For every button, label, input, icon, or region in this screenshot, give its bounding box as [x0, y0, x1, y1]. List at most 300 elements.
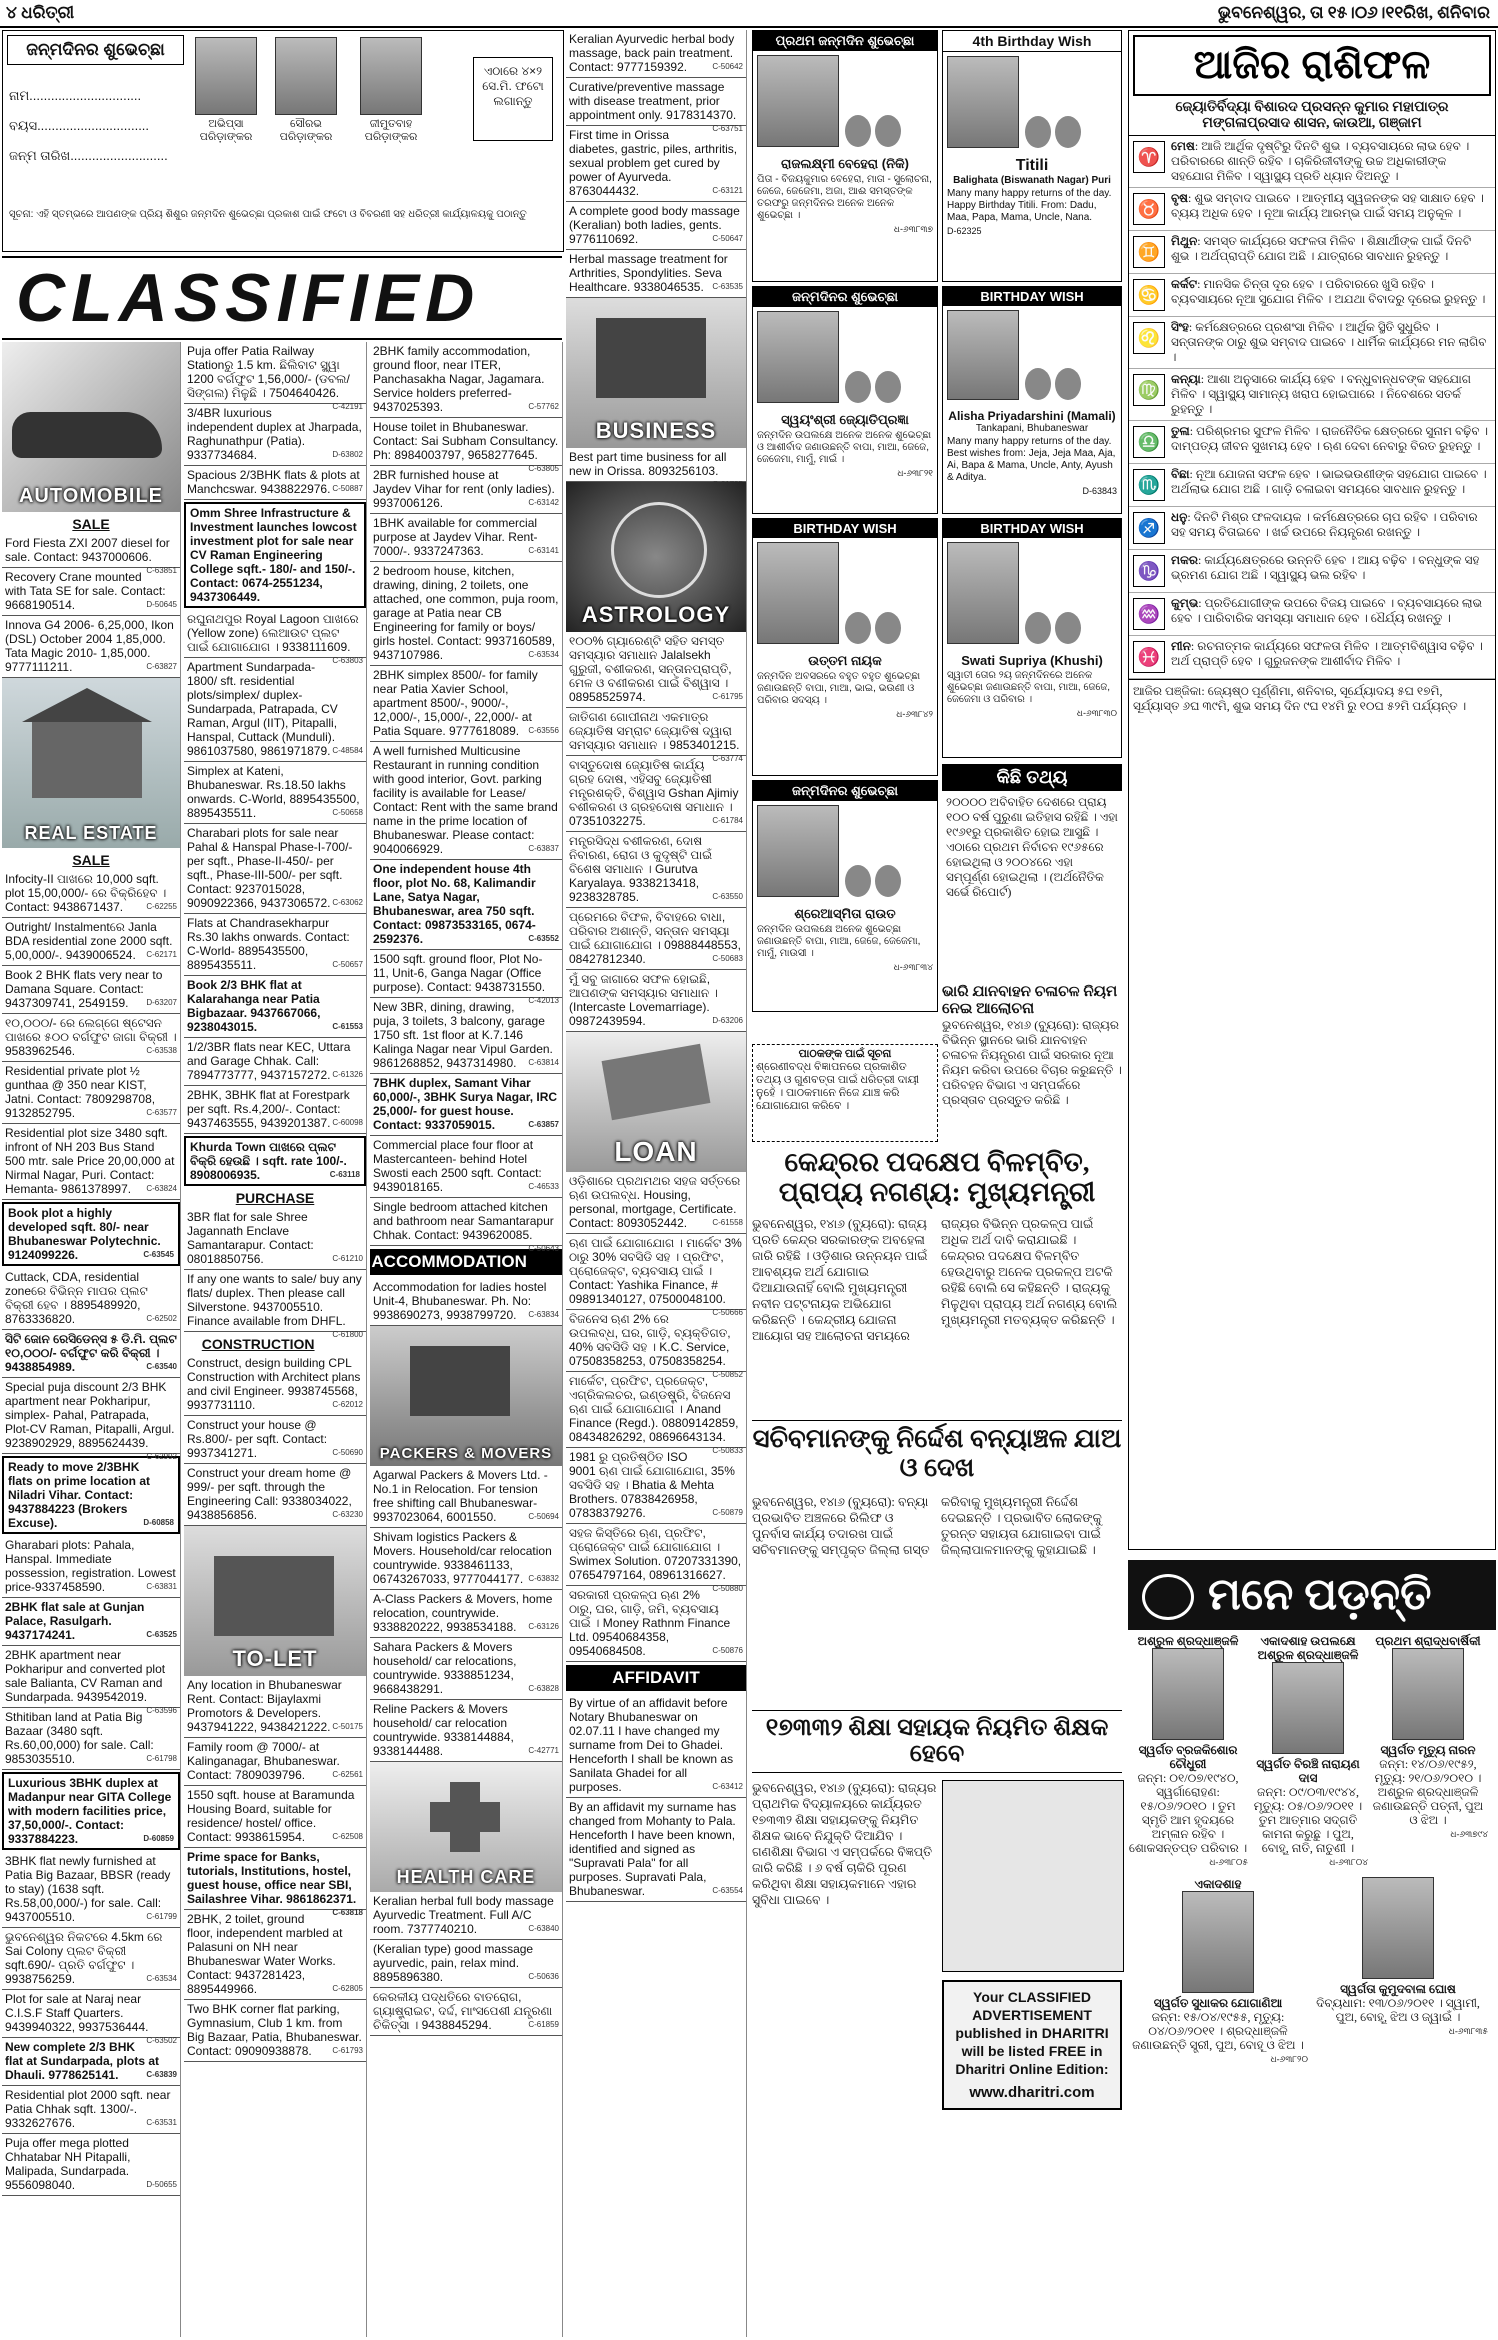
- to-let-label: TO-LET: [232, 1646, 318, 1671]
- wish-photo: [757, 55, 839, 147]
- zodiac-icon: ♐: [1133, 512, 1165, 544]
- classified-ad: Prime space for Banks, tutorials, Institutions, hostel, guest house, office near SBI, Sailashree Vihar. 9861862371. C-63818: [184, 1848, 366, 1910]
- obituary-photo: [1392, 1648, 1464, 1740]
- sale-heading: SALE: [72, 516, 110, 532]
- classified-ad: Simplex at Kateni, Bhubaneswar. Rs.18.50 lakhs onwards. C-World, 8895435500, 8895435511. C-50658: [184, 762, 366, 824]
- packers-banner: [370, 1326, 562, 1466]
- wish-photo: [757, 311, 839, 403]
- column-4-ads-d: [566, 1172, 746, 1662]
- classified-ad: Curative/preventive massage with disease treatment, prior appointment only. 9178314370. C-63751: [566, 78, 746, 126]
- zodiac-icon: ♍: [1133, 374, 1165, 406]
- balloon-icon: [875, 612, 901, 644]
- classified-ad: Keralian Ayurvedic herbal body massage, back pain treatment. Contact: 9777159392. C-50642: [566, 30, 746, 78]
- zodiac-icon: ♏: [1133, 469, 1165, 501]
- wish-code: ଧ-୬୩୮୩୪: [893, 962, 933, 972]
- news-section-2: [752, 1710, 1122, 2337]
- zodiac-forecast: ସମସ୍ତ କାର୍ଯ୍ୟରେ ସଫଳତା ମିଳିବ । ଶିକ୍ଷାର୍ଥୀଙ୍କ ପାଇଁ ଦିନଟି ଶୁଭ । ଅର୍ଥପ୍ରାପ୍ତି ଯୋଗ ଅଛି । ଯାତ୍ରାରେ ସାବଧାନ ରୁହନ୍ତୁ ।: [1171, 234, 1472, 263]
- classified-ad: 1550 sqft. house at Baramunda Housing Board, suitable for residence/ hostel/ office. Contact: 9938615954. C-62508: [184, 1786, 366, 1848]
- zodiac-forecast: ଆଜି ଆର୍ଥିକ ଦୃଷ୍ଟିରୁ ଦିନଟି ଶୁଭ । ବ୍ୟବସାୟରେ ଲାଭ ହେବ । ପରିବାରରେ ଶାନ୍ତି ରହିବ । ଚାକିରିଜୀବୀଙ୍କୁ ଉଚ୍ଚ ଅଧିକାରୀଙ୍କ ସହଯୋଗ ମିଳିବ । ସ୍ୱାସ୍ଥ୍ୟ ପ୍ରତି ଧ୍ୟାନ ଦିଅନ୍ତୁ ।: [1171, 139, 1470, 183]
- balloon-icon: [1025, 116, 1051, 148]
- classified-ad: ଭୁବନେଶ୍ୱର ନିକଟରେ 4.5km ରେ Sai Colony ପ୍ଲଟ ବିକ୍ରୀ sqft.690/- ପ୍ରତି ବର୍ଗଫୁଟ । 9938756259. C-63534: [2, 1928, 180, 1990]
- wish-code: ଧ-୬୩୮୨୧: [897, 468, 933, 478]
- side-news-body: ଭୁବନେଶ୍ୱର, ୧୪ା୬ (ବ୍ୟୁରୋ): ରାଜ୍ୟର ବିଭିନ୍ନ ସ୍ଥାନରେ ଭାରି ଯାନବାହନ ଚଳାଚଳ ନିୟନ୍ତ୍ରଣ ପାଇଁ ସରକାର ନୂଆ ନିୟମ କରିବା ଉପରେ ବିଚାର କରୁଛନ୍ତି । ପରିବହନ ବିଭାଗ ଏ ସମ୍ପର୍କରେ ପ୍ରସ୍ତାବ ପ୍ରସ୍ତୁତ କରିଛି ।: [942, 1018, 1122, 1107]
- classified-ad: A well furnished Multicusine Restaurant in running condition with good interior, Govt. parking facility is available for Lease/ Contact: Rent with the same brand name in the prime location of Bhubaneswar. Please contact: 9040066929. C-63837: [370, 742, 562, 860]
- side-news-headline: ଭାରି ଯାନବାହନ ଚଳାଚଳ ନିୟମ ନେଇ ଆଲୋଚନା: [942, 984, 1118, 1017]
- promo-box: [942, 1780, 1122, 2325]
- zodiac-list: [1129, 136, 1495, 679]
- obituary-name: ସ୍ୱର୍ଗତା କୁମୁଦବାଳା ଘୋଷ: [1340, 1982, 1456, 1996]
- balloon-icon: [875, 115, 901, 147]
- zodiac-sign-item: ♈ ମେଷ: ଆଜି ଆର୍ଥିକ ଦୃଷ୍ଟିରୁ ଦିନଟି ଶୁଭ । ବ୍ୟବସାୟରେ ଲାଭ ହେବ । ପରିବାରରେ ଶାନ୍ତି ରହିବ । ଚାକିରିଜୀବୀଙ୍କୁ ଉଚ୍ଚ ଅଧିକାରୀଙ୍କ ସହଯୋଗ ମିଳିବ । ସ୍ୱାସ୍ଥ୍ୟ ପ୍ରତି ଧ୍ୟାନ ଦିଅନ୍ତୁ ।: [1129, 136, 1495, 188]
- zodiac-sign-item: ♍ କନ୍ୟା: ଆଶା ଅନୁସାରେ କାର୍ଯ୍ୟ ହେବ । ବନ୍ଧୁବାନ୍ଧବଙ୍କ ସହଯୋଗ ମିଳିବ । ସ୍ୱାସ୍ଥ୍ୟ ସାମାନ୍ୟ ଖରାପ ହୋଇପାରେ । ନିବେଶରେ ସତର୍କ ରୁହନ୍ତୁ ।: [1129, 369, 1495, 421]
- classified-ad: Omm Shree Infrastructure & Investment launches lowcost investment plot for sale near CV Raman Engineering College sqft.- 180/- and 150/-. Contact: 0674-2551234, 9437306449.: [184, 502, 366, 608]
- birthday-form: [2, 30, 564, 252]
- zodiac-sign-item: ♌ ସିଂହ: କର୍ମକ୍ଷେତ୍ରରେ ପ୍ରଶଂସା ମିଳିବ । ଆର୍ଥିକ ସ୍ଥିତି ସୁଧୁରିବ । ସନ୍ତାନଙ୍କ ଠାରୁ ଶୁଭ ସମ୍ବାଦ ପାଇବେ । ଧାର୍ମିକ କାର୍ଯ୍ୟରେ ମନ ଲାଗିବ ।: [1129, 317, 1495, 369]
- classified-ad: କେରଳୀୟ ପଦ୍ଧତିରେ ବାତରୋଗ, ଗ୍ୟାଷ୍ଟ୍ରାଇଟ, ଦର୍ଦ୍ଦ, ମାଂସପେଶୀ ଯନ୍ତ୍ରଣା ଚିକିତ୍ସା । 9438845294. C-61859: [370, 1988, 562, 2036]
- zodiac-forecast: ନୂଆ ଯୋଜନା ସଫଳ ହେବ । ଭାଇଭଉଣୀଙ୍କ ସହଯୋଗ ପାଇବେ । ଅର୍ଥଲାଭ ଯୋଗ ଅଛି । ଗାଡ଼ି ଚଳାଇବା ସମୟରେ ସାବଧାନ ରୁହନ୍ତୁ ।: [1171, 467, 1487, 496]
- obituary-photo: [1272, 1662, 1344, 1754]
- zodiac-icon: ♈: [1133, 141, 1165, 173]
- wish-title: BIRTHDAY WISH: [943, 519, 1121, 538]
- wish-message: ପିତା - ବିଜୟକୁମାର ବେହେରା, ମାତା - ସୁଲୋଚନା, ଜେଜେ, ଜେଜେମା, ଅଜା, ଆଈ ସମସ୍ତଙ୍କ ତରଫରୁ ଜନ୍ମଦିନର ଅନେକ ଅନେକ ଶୁଭେଚ୍ଛା ।: [757, 174, 932, 221]
- health-care-label: HEALTH CARE: [396, 1867, 536, 1887]
- automobile-banner: [2, 342, 180, 512]
- obituary-name: ସ୍ୱର୍ଗତ ମୃତ୍ୟୁ ନାରନ: [1380, 1743, 1476, 1757]
- classified-ad: First time in Orissa diabetes, gastric, piles, arthritis, sexual problem get cured by power of Ayurveda. 8763044432. C-63121: [566, 126, 746, 202]
- wish-name: Swati Supriya (Khushi): [961, 653, 1103, 668]
- zodiac-sign-item: ♓ ମୀନ: ରଚନାତ୍ମକ କାର୍ଯ୍ୟରେ ସଫଳତା ମିଳିବ । ଆତ୍ମବିଶ୍ୱାସ ବଢ଼ିବ । ଅର୍ଥ ପ୍ରାପ୍ତି ହେବ । ଗୁରୁଜନଙ୍କ ଆଶୀର୍ବାଦ ମିଳିବ ।: [1129, 636, 1495, 679]
- wish-photo: [947, 542, 1019, 644]
- classified-ad: ୧୦,୦୦୦/- ରେ ଲେଗ୍ଗେ ଷ୍ଟେସନ ପାଖରେ ୫୦୦ ବର୍ଗଫୁଟ ଜାଗା ବିକ୍ରୀ । 9583962546. C-63538: [2, 1014, 180, 1062]
- wish-name: ସ୍ୱୟଂଶ୍ରୀ ଜ୍ୟୋତିପ୍ରଜ୍ଞା: [781, 412, 909, 427]
- classified-ad: ଋଣ ପାଇଁ ଯୋଗାଯୋଗ । ମାର୍କେଟ 3% ଠାରୁ 30% ସବସିଡି ସହ । ପ୍ରଫିଟ, ପ୍ରୋଜେକ୍ଟ, ବ୍ୟବସାୟ ପାଇଁ । Contact: Yashika Finance, # 09891340127, 07500048100. C-50666: [566, 1234, 746, 1310]
- balloon-icon: [1025, 368, 1051, 400]
- classified-ad: 3BHK flat newly furnished at Patia Big Bazaar, BBSR (ready to stay) (1638 sqft. Rs.58,00,000/-) for sale. Call: 9437005510. C-61799: [2, 1852, 180, 1928]
- balloon-icon: [845, 612, 871, 644]
- column-4-ads-e: [566, 1694, 746, 1902]
- wish-title: BIRTHDAY WISH: [943, 287, 1121, 306]
- zodiac-icon: ♋: [1133, 279, 1165, 311]
- wish-title: BIRTHDAY WISH: [753, 519, 937, 538]
- obituary-code: ଧ-୬୩୮୦୫: [1209, 1857, 1248, 1867]
- classified-ad: 1500 sqft. ground floor, Plot No- 11, Unit-6, Ganga Nagar (Office purpose). Contact: 9438731550. C-42013: [370, 950, 562, 998]
- facts-box: [942, 764, 1122, 904]
- zodiac-icon: ♒: [1133, 598, 1165, 630]
- news-headline-1: କେନ୍ଦ୍ରର ପଦକ୍ଷେପ ବିଳମ୍ବିତ, ପ୍ରାପ୍ୟ ନଗଣ୍ୟ: ମୁଖ୍ୟମନ୍ତ୍ରୀ: [778, 1147, 1096, 1207]
- zodiac-forecast: ଆଶା ଅନୁସାରେ କାର୍ଯ୍ୟ ହେବ । ବନ୍ଧୁବାନ୍ଧବଙ୍କ ସହଯୋଗ ମିଳିବ । ସ୍ୱାସ୍ଥ୍ୟ ସାମାନ୍ୟ ଖରାପ ହୋଇପାରେ । ନିବେଶରେ ସତର୍କ ରୁହନ୍ତୁ ।: [1171, 372, 1471, 416]
- classified-ad: 2BHK family accommodation, ground floor, near ITER, Panchasakha Nagar, Jagamara. Service holders preferred-9437025393. C-57762: [370, 342, 562, 418]
- wish-code: D-62325: [947, 226, 982, 236]
- classified-ad: Any location in Bhubaneswar Rent. Contact: Bijaylaxmi Promotors & Developers. 9437941222, 9438421222. C-50175: [184, 1676, 366, 1738]
- obituary-name: ସ୍ୱର୍ଗତ ବିରଞ୍ଚି ନାରାୟଣ ଦାସ: [1256, 1757, 1360, 1785]
- loan-label: LOAN: [614, 1136, 698, 1167]
- classified-ad: Agarwal Packers & Movers Ltd. - No.1 in Relocation. For tension free shifting call Bhubaneswar- 9937023064, 6001550. C-50694: [370, 1466, 562, 1528]
- classified-ad: One independent house 4th floor, plot No. 68, Kalimandir Lane, Satya Nagar, Bhubaneswar, area 750 sqft. Contact: 09873533165, 0674-2592376. C-63552: [370, 860, 562, 950]
- zodiac-sign-item: ♒ କୁମ୍ଭ: ପ୍ରତିଯୋଗୀଙ୍କ ଉପରେ ବିଜୟ ପାଇବେ । ବ୍ୟବସାୟରେ ଲାଭ ହେବ । ପାରିବାରିକ ସମସ୍ୟା ସମାଧାନ ହେବ । ଧୈର୍ଯ୍ୟ ରଖନ୍ତୁ ।: [1129, 593, 1495, 636]
- classified-ad: Cuttack, CDA, residential zoneରେ ବିଭିନ୍ନ ମାପର ପ୍ଲଟ ବିକ୍ରୀ ହେବ । 8895489920, 8763336820. C-62502: [2, 1268, 180, 1330]
- obituary: [1368, 1634, 1488, 1841]
- classified-ad: ଜାତିଗଣ ଗୋପୀନାଥ ଏକମାତ୍ର ଜ୍ୟୋତିଷ ସମ୍ରାଟ ଜ୍ୟୋତିଷ ଦ୍ୱାରା ସମସ୍ୟାର ସମାଧାନ । 9853401215. C-63774: [566, 708, 746, 756]
- classified-ad: 2BHK, 3BHK flat at Forestpark per sqft. Rs.4,200/-. Contact: 9437463555, 9439201387. C-60098: [184, 1086, 366, 1134]
- real-estate-banner: [2, 678, 180, 848]
- wish-card-6: [942, 518, 1122, 758]
- balloon-icon: [845, 115, 871, 147]
- memorial-list: [1128, 1630, 1496, 2070]
- form-note: ସୂଚନା: ଏହି ସ୍ତମ୍ଭରେ ଆପଣଙ୍କ ପ୍ରିୟ ଶିଶୁର ଜନ୍ମଦିନ ଶୁଭେଚ୍ଛା ପ୍ରକାଶ ପାଇଁ ଫଟୋ ଓ ବିବରଣୀ ସହ ଧରିତ୍ରୀ କାର୍ଯ୍ୟାଳୟକୁ ପଠାନ୍ତୁ: [9, 209, 527, 220]
- column-2-ads-b: [184, 1208, 366, 1339]
- balloon-icon: [875, 865, 901, 897]
- classified-ad: ମୁଁ ସବୁ ଜାଗାରେ ସଫଳ ହୋଇଛି, ଆପଣଙ୍କ ସମସ୍ୟାର ସମାଧାନ । (Intercaste Lovemarriage). 09872439594. D-63206: [566, 970, 746, 1032]
- wish-name: Titili: [1015, 157, 1049, 174]
- obituary-code: ଧ-୬୩୭୯୪: [1450, 1829, 1488, 1839]
- wish-message: Many many happy returns of the day. Happy Birthday Titili. From: Dadu, Maa, Papa, Mama, Uncle, Nana.: [947, 188, 1112, 223]
- classified-ad: Book plot a highly developed sqft. 80/- near Bhubaneswar Polytechnic. 9124099226. C-63545: [2, 1202, 180, 1266]
- classified-ad: Construct your house @ Rs.800/- per sqft. Contact: 9937341271. C-50690: [184, 1416, 366, 1464]
- wish-photo: [757, 805, 839, 897]
- page-header: [0, 0, 1498, 28]
- sale-heading-2: SALE: [72, 852, 110, 868]
- classified-column-1: [2, 342, 181, 2337]
- promo-url[interactable]: www.dharitri.com: [969, 2084, 1095, 2101]
- classified-ad: 2BHK, 2 toilet, ground floor, independent marbled at Palasuni on NH near Bhubaneswar Water Works. Contact: 9437281423, 8895449966. C-62805: [184, 1910, 366, 2000]
- wish-card-7: [752, 780, 938, 1012]
- photo-placeholder: ଏଠାରେ ୪×୨ ସେ.ମି. ଫଟୋ ଲଗାନ୍ତୁ: [473, 57, 553, 141]
- facts-body: ୨୦୦୦୦ ଅବିବାହିତ ଦେଶରେ ପ୍ରାୟ ୧୦୦ ବର୍ଷ ପୁରୁଣା ଇତିହାସ ରହିଛି । ଏହା ୧୯୬୧ରୁ ପ୍ରକାଶିତ ହୋଇ ଆସୁଛି । ଏଠାରେ ପ୍ରଥମ ନିର୍ବାଚନ ୧୯୬୫ରେ ହୋଇଥିଲା ଓ ୨୦୦୪ରେ ଏହା ସମ୍ପୂର୍ଣ୍ଣ ହୋଇଥିଲା । (ଅର୍ଥନୈତିକ ସର୍ଭେ ରିପୋର୍ଟ): [946, 795, 1118, 899]
- automobile-ads: [2, 534, 180, 678]
- obituary: [1308, 1877, 1488, 2038]
- business-label: BUSINESS: [595, 418, 717, 443]
- column-4-ads-c: [566, 632, 746, 1032]
- classified-ad: Gharabari plots: Pahala, Hanspal. Immediate possession, registration. Lowest price-9337458590. C-63831: [2, 1536, 180, 1598]
- zodiac-icon: ♑: [1133, 555, 1165, 587]
- business-banner: [566, 298, 746, 448]
- zodiac-name: ସିଂହ: [1171, 320, 1189, 334]
- zodiac-sign-item: ♋ କର୍କଟ: ମାନସିକ ଚିନ୍ତା ଦୂର ହେବ । ପରିବାରରେ ଖୁସି ରହିବ । ବ୍ୟବସାୟରେ ନୂଆ ସୁଯୋଗ ମିଳିବ । ଅଯଥା ବିବାଦରୁ ଦୂରେଇ ରୁହନ୍ତୁ ।: [1129, 274, 1495, 317]
- balloon-icon: [1055, 116, 1081, 148]
- classified-ad: 2BHK simplex 8500/- for family near Patia Xavier School, apartment 8500/-, 9000/-, 12,000/-, 15,000/-, 22,000/- at Patia Square. 9777618089. C-63556: [370, 666, 562, 742]
- kid-caption: ଜୀମୁତବାହ ପରିଡ଼ାଙ୍କର: [364, 118, 418, 143]
- side-news: [942, 984, 1122, 1140]
- classified-ad: By an affidavit my surname has changed from Mohanty to Pala. Henceforth I have been known, identified and signed as "Supravati Pala" for all purposes. Supravati Pala, Bhubaneswar. C-63554: [566, 1798, 746, 1902]
- classified-ad: Sthitiban land at Patia Big Bazaar (3480 sqft. Rs.60,00,000) for sale. Call: 9853035510. C-61798: [2, 1708, 180, 1770]
- classified-ad: Residential private plot ½ gunthaa @ 350 near KIST, Jatni. Contact: 7809298708, 9132852795. C-63577: [2, 1062, 180, 1124]
- zodiac-sign-item: ♑ ମକର: କାର୍ଯ୍ୟକ୍ଷେତ୍ରରେ ଉନ୍ନତି ହେବ । ଆୟ ବଢ଼ିବ । ବନ୍ଧୁଙ୍କ ସହ ଭ୍ରମଣ ଯୋଗ ଅଛି । ସ୍ୱାସ୍ଥ୍ୟ ଭଲ ରହିବ ।: [1129, 550, 1495, 593]
- zodiac-name: ବିଛା: [1171, 467, 1190, 481]
- form-name-field: ନାମ...............................: [9, 88, 142, 103]
- zodiac-name: କୁମ୍ଭ: [1171, 596, 1199, 610]
- zodiac-name: ମେଷ: [1171, 139, 1195, 153]
- panjika: ଆଜିର ପଞ୍ଜିକା: ଜ୍ୟେଷ୍ଠ ପୂର୍ଣ୍ଣିମା, ଶନିବାର, ସୂର୍ଯ୍ୟୋଦୟ ୫ଘ ୧୭ମି, ସୂର୍ଯ୍ୟାସ୍ତ ୬ଘ ୩୯ମି, ଶୁଭ ସମୟ ଦିନ ୯ଘ ୧୪ମି ରୁ ୧୦ଘ ୫୨ମି ପର୍ଯ୍ୟନ୍ତ ।: [1129, 679, 1495, 718]
- kid-photo: [195, 37, 257, 115]
- zodiac-name: ଧନୁ: [1171, 510, 1188, 524]
- obituary-text: ଜନ୍ମ: ୧୫/୦୪/୧୯୫୫, ମୃତ୍ୟୁ: ୦୪/୦୬/୨୦୧୧ । ଶ୍ରଦ୍ଧାଞ୍ଜଳି ଜଣାଉଛନ୍ତି ସ୍ତ୍ରୀ, ପୁଅ, ବୋହୂ ଓ ଝିଅ ।: [1132, 2010, 1304, 2052]
- zodiac-forecast: ରଚନାତ୍ମକ କାର୍ଯ୍ୟରେ ସଫଳତା ମିଳିବ । ଆତ୍ମବିଶ୍ୱାସ ବଢ଼ିବ । ଅର୍ଥ ପ୍ରାପ୍ତି ହେବ । ଗୁରୁଜନଙ୍କ ଆଶୀର୍ବାଦ ମିଳିବ ।: [1171, 639, 1483, 668]
- health-care-banner: [370, 1762, 562, 1892]
- classified-ad: ରଘୁନାଥପୁର Royal Lagoon ପାଖରେ (Yellow zone) ଲେଆଉଟ ପ୍ଲଟ ପାଇଁ ଯୋଗାଯୋଗ । 9338111609. C-63803: [184, 610, 366, 658]
- page-label: ୪ ଧରିତ୍ରୀ: [6, 3, 75, 22]
- classified-ad: If any one wants to sale/ buy any flats/ duplex. Then please call Silverstone. 9437005510. Finance available from DHFL. C-61800: [184, 1270, 366, 1332]
- classified-ad: Infocity-II ପାଖରେ 10,000 sqft. plot 15,00,000/- ରେ ବିକ୍ରିହେବ । Contact: 9438671437. C-62255: [2, 870, 180, 918]
- classified-ad: A-Class Packers & Movers, home relocation, countrywide. 9338820222, 9938534188. C-63126: [370, 1590, 562, 1638]
- wish-name: Alisha Priyadarshini (Mamali): [948, 409, 1116, 423]
- classified-ad: Puja offer Patia Railway Stationରୁ 1.5 km. ଛିଲିବାଟ ସ୍କ୍ୱା 1200 ବର୍ଗଫୁଟ 1,56,000/- (ଡବଲ/ସିଙ୍ଗଲ) ମିଳୁଛି । 7504640426. C-42191: [184, 342, 366, 404]
- column-4-ads-b: [566, 448, 746, 482]
- zodiac-forecast: କାର୍ଯ୍ୟକ୍ଷେତ୍ରରେ ଉନ୍ନତି ହେବ । ଆୟ ବଢ଼ିବ । ବନ୍ଧୁଙ୍କ ସହ ଭ୍ରମଣ ଯୋଗ ଅଛି । ସ୍ୱାସ୍ଥ୍ୟ ଭଲ ରହିବ ।: [1171, 553, 1480, 582]
- form-dob-field: ଜନ୍ମ ତାରିଖ...........................: [9, 148, 168, 163]
- classified-ad: Luxurious 3BHK duplex at Madanpur near GITA College with modern facilities price, 37,50,000/-. Contact: 9337884223. D-60859: [2, 1772, 180, 1850]
- classified-ad: ସିଟି ଜୋନ ରେସିଡେନ୍ସ ୫ ଡି.ମି. ପ୍ଲଟ ୧୦,୦୦୦/- ବର୍ଗଫୁଟ କରି ବିକ୍ରୀ । 9438854989. C-63540: [2, 1330, 180, 1378]
- classified-ad: Recovery Crane mounted with Tata SE for sale. Contact: 9668190514. D-50645: [2, 568, 180, 616]
- kid-photo: [360, 37, 422, 115]
- zodiac-name: କନ୍ୟା: [1171, 372, 1201, 386]
- news-body-2: ଭୁବନେଶ୍ୱର, ୧୪ା୬ (ବ୍ୟୁରୋ): ବନ୍ୟା ପ୍ରଭାବିତ ଅଞ୍ଚଳରେ ରିଲିଫ ଓ ପୁନର୍ବାସ କାର୍ଯ୍ୟ ତଦାରଖ ପାଇଁ ସଚିବମାନଙ୍କୁ ସମ୍ପୃକ୍ତ ଜିଲ୍ଲା ଗସ୍ତ କରିବାକୁ ମୁଖ୍ୟମନ୍ତ୍ରୀ ନିର୍ଦ୍ଦେଶ ଦେଇଛନ୍ତି । ପ୍ରଭାବିତ ଲୋକଙ୍କୁ ତୁରନ୍ତ ସହାୟତା ଯୋଗାଇବା ପାଇଁ ଜିଲ୍ଲାପାଳମାନଙ୍କୁ କୁହାଯାଇଛି ।: [752, 1495, 1102, 1557]
- wishes-column-a: [752, 30, 938, 1040]
- wish-title: 4th Birthday Wish: [943, 31, 1121, 52]
- zodiac-sign-item: ♐ ଧନୁ: ଦିନଟି ମିଶ୍ର ଫଳଦାୟକ । କର୍ମକ୍ଷେତ୍ରରେ ଚାପ ରହିବ । ପରିବାର ସହ ସମୟ ବିତାଇବେ । ଖର୍ଚ୍ଚ ଉପରେ ନିୟନ୍ତ୍ରଣ ରଖନ୍ତୁ ।: [1129, 507, 1495, 550]
- classified-ad: 2 bedroom house, kitchen, drawing, dining, 2 toilets, one attached, one common, puja room, garage at Patia near CB Engineering for family or boys/ girls hostel. Contact: 9937160589, 9437107986. C-63534: [370, 562, 562, 666]
- zodiac-sign-item: ♎ ତୁଳା: ପରିଶ୍ରମର ସୁଫଳ ମିଳିବ । ରାଜନୈତିକ କ୍ଷେତ୍ରରେ ସୁନାମ ବଢ଼ିବ । ଦାମ୍ପତ୍ୟ ଜୀବନ ସୁଖମୟ ହେବ । ଋଣ ଦେବା ନେବାରୁ ବିରତ ରୁହନ୍ତୁ ।: [1129, 421, 1495, 464]
- classified-ad: Book 2 BHK flats very near to Damana Square. Contact: 9437309741, 2549159. D-63207: [2, 966, 180, 1014]
- wish-address: Balighata (Biswanath Nagar) Puri: [953, 175, 1111, 186]
- zodiac-sign-item: ♏ ବିଛା: ନୂଆ ଯୋଜନା ସଫଳ ହେବ । ଭାଇଭଉଣୀଙ୍କ ସହଯୋଗ ପାଇବେ । ଅର୍ଥଲାଭ ଯୋଗ ଅଛି । ଗାଡ଼ି ଚଳାଇବା ସମୟରେ ସାବଧାନ ରୁହନ୍ତୁ ।: [1129, 464, 1495, 507]
- classified-ad: Keralian herbal full body massage Ayurvedic Treatment. Full A/C room. 7377740210. C-63840: [370, 1892, 562, 1940]
- classified-ad: 1981 ରୁ ପ୍ରତିଷ୍ଠିତ ISO 9001 ଋଣ ପାଇଁ ଯୋଗାଯୋଗ, 35% ସବସିଡି ସହ । Bhatia & Mehta Brothers. 07838426958, 07838379276. C-50879: [566, 1448, 746, 1524]
- classified-ad: Construct, design building CPL Construction with Architect plans and civil Engineer. 9938745568, 9937731110. C-62012: [184, 1354, 366, 1416]
- birthday-form-title: ଜନ୍ମଦିନର ଶୁଭେଚ୍ଛା: [7, 35, 184, 65]
- news-body-3: ଭୁବନେଶ୍ୱର, ୧୪ା୬ (ବ୍ୟୁରୋ): ରାଜ୍ୟର ପ୍ରାଥମିକ ବିଦ୍ୟାଳୟରେ କାର୍ଯ୍ୟରତ ୧୭୩୩୨ ଶିକ୍ଷା ସହାୟକଙ୍କୁ ନିୟମିତ ଶିକ୍ଷକ ଭାବେ ନିଯୁକ୍ତି ଦିଆଯିବ । ଗଣଶିକ୍ଷା ବିଭାଗ ଏ ସମ୍ପର୍କରେ ବିଜ୍ଞପ୍ତି ଜାରି କରିଛି । ୬ ବର୍ଷ ଚାକିରି ପୂରଣ କରିଥିବା ଶିକ୍ଷା ସହାୟକମାନେ ଏହାର ସୁବିଧା ପାଇବେ ।: [752, 1781, 937, 1907]
- classified-ad: Residential plot size 3480 sqft. infront of NH 203 Bus Stand 500 mtr. sale Price 20,00,000 at Nirmal Nagar, Puri. Contact: Hemanta- 9861378997. C-63824: [2, 1124, 180, 1200]
- readers-note: [752, 1044, 938, 1142]
- classified-ad: By virtue of an affidavit before Notary Bhubaneswar on 02.07.11 I have changed my surname from Dei to Ghadei. Henceforth I shall be known as Sanilata Ghadei for all purposes. C-63412: [566, 1694, 746, 1798]
- obituary-text: ଜନ୍ମ: ୦୯/୦୩/୧୯୪୪, ମୃତ୍ୟୁ: ୦୫/୦୬/୨୦୧୧ । ତୁମ ଆତ୍ମାର ସଦ୍‌ଗତି କାମନା କରୁଛୁ । ପୁଅ, ବୋହୂ, ନାତି, ନାତୁଣୀ ।: [1253, 1785, 1363, 1855]
- classified-ad: Plot for sale at Naraj near C.I.S.F Staff Quarters. 9439940322, 9937536444. C-63502: [2, 1990, 180, 2038]
- zodiac-forecast: ଶୁଭ ସମ୍ବାଦ ପାଇବେ । ଆତ୍ମୀୟ ସ୍ୱଜନଙ୍କ ସହ ସାକ୍ଷାତ ହେବ । ବ୍ୟୟ ଅଧିକ ହେବ । ନୂଆ କାର୍ଯ୍ୟ ଆରମ୍ଭ ପାଇଁ ସମୟ ଅନୁକୂଳ ।: [1171, 191, 1484, 220]
- wish-message: ଜନ୍ମଦିନ ଉପଲକ୍ଷେ ଅନେକ ଅନେକ ଶୁଭେଚ୍ଛା ଓ ଆଶୀର୍ବାଦ ଜଣାଉଛନ୍ତି ବାପା, ମାଆ, ଜେଜେ, ଜେଜେମା, ମାମୁଁ, ମାଇଁ ।: [757, 430, 932, 465]
- classified-column-2: [184, 342, 367, 2337]
- obituary-photo: [1362, 1877, 1434, 1979]
- balloon-icon: [1055, 612, 1081, 644]
- affidavit-heading: AFFIDAVIT: [566, 1665, 746, 1691]
- news-headline-3: ୧୭୩୩୨ ଶିକ୍ଷା ସହାୟକ ନିୟମିତ ଶିକ୍ଷକ ହେବେ: [752, 1710, 1122, 1773]
- classified-ad: Two BHK corner flat parking, Gymnasium, Club 1 km. from Big Bazaar, Patia, Bhubaneswar. Contact: 09090938878. C-61793: [184, 2000, 366, 2062]
- balloon-icon: [875, 371, 901, 403]
- classified-ad: ବିଜନେସ ଋଣ 2% ରେ ଉପଲବ୍ଧ, ଘର, ଗାଡ଼ି, ବ୍ୟକ୍ତିଗତ, 40% ସବସିଡି ସହ । K.C. Service, 07508358253, 07508358254. C-50852: [566, 1310, 746, 1372]
- wish-card-4: [942, 286, 1122, 514]
- classified-ad: Flats at Chandrasekharpur Rs.30 lakhs onwards. Contact: C-World- 8895435500, 8895435511. C-50657: [184, 914, 366, 976]
- news-headline-2: ସଚିବମାନଙ୍କୁ ନିର୍ଦ୍ଦେଶ ବନ୍ୟାଞ୍ଚଳ ଯାଅ ଓ ଦେଖ: [752, 1420, 1122, 1482]
- zodiac-icon: ♓: [1133, 641, 1165, 673]
- classified-ad: (Keralian type) good massage ayurvedic, pain, relax mind. 8895896380. C-50636: [370, 1940, 562, 1988]
- classified-ad: New complete 2/3 BHK flat at Sundarpada, plots at Dhauli. 9778625141. C-63839: [2, 2038, 180, 2086]
- classified-ad: 1/2/3BR flats near KEC, Uttara and Garage Chhak. Call: 7894773777, 9437157272. C-61326: [184, 1038, 366, 1086]
- wish-code: D-63843: [1082, 486, 1117, 496]
- form-age-field: ବୟସ...............................: [9, 118, 150, 133]
- obituary: [1128, 1634, 1248, 1869]
- classified-ad: ପ୍ରେମରେ ବିଫଳ, ବିବାହରେ ବାଧା, ପରିବାର ଅଶାନ୍ତି, ସନ୍ତାନ ସମସ୍ୟା ପାଇଁ ଯୋଗାଯୋଗ । 09888448553, 08427812340. C-50683: [566, 908, 746, 970]
- wish-card-5: [752, 518, 938, 776]
- zodiac-sign-item: ♊ ମିଥୁନ: ସମସ୍ତ କାର୍ଯ୍ୟରେ ସଫଳତା ମିଳିବ । ଶିକ୍ଷାର୍ଥୀଙ୍କ ପାଇଁ ଦିନଟି ଶୁଭ । ଅର୍ଥପ୍ରାପ୍ତି ଯୋଗ ଅଛି । ଯାତ୍ରାରେ ସାବଧାନ ରୁହନ୍ତୁ ।: [1129, 231, 1495, 274]
- real-estate-ads: [2, 870, 180, 2196]
- classified-ad: 3BR flat for sale Shree Jagannath Enclave Samantarapur. Contact: 08018850756. C-61210: [184, 1208, 366, 1270]
- classified-ad: Family room @ 7000/- at Kalinganagar, Bhubaneswar. Contact: 7809039796. C-62561: [184, 1738, 366, 1786]
- balloon-icon: [845, 865, 871, 897]
- classified-ad: Charabari plots for sale near Pahal & Hanspal Phase-I-700/- per sqft., Phase-II-450/- per sqft., Phase-III-500/- per sqft. Contact: 9237015028, 9090922366, 9437306572. C-63062: [184, 824, 366, 914]
- construction-heading: CONSTRUCTION: [201, 1336, 315, 1352]
- classified-ad: 2BR furnished house at Jaydev Vihar for rent (only ladies). 9937006126. C-63142: [370, 466, 562, 514]
- kid-caption: ଅଭିପ୍ସା ପରିଡ଼ାଙ୍କର: [199, 118, 253, 143]
- kid-photo: [275, 37, 337, 115]
- readers-note-body: ଶ୍ରେଣୀବଦ୍ଧ ବିଜ୍ଞାପନରେ ପ୍ରକାଶିତ ତଥ୍ୟ ଓ ଗୁଣବତ୍ତା ପାଇଁ ଧରିତ୍ରୀ ଦାୟୀ ନୁହେଁ । ପାଠକମାନେ ନିଜେ ଯାଞ୍ଚ କରି ଯୋଗାଯୋଗ କରିବେ ।: [756, 1061, 920, 1112]
- classified-ad: ସହଜ କିସ୍ତିରେ ଋଣ, ପ୍ରଫିଟ, ପ୍ରୋଜେକ୍ଟ ପାଇଁ ଯୋଗାଯୋଗ । Swimex Solution. 07207331390, 07654797164, 08961316627. C-50880: [566, 1524, 746, 1586]
- purchase-heading: PURCHASE: [235, 1190, 315, 1206]
- wish-message: ଜନ୍ମଦିନ ଉପଲକ୍ଷେ ଅନେକ ଶୁଭେଚ୍ଛା ଜଣାଉଛନ୍ତି ବାପା, ମାଆ, ଜେଜେ, ଜେଜେମା, ମାମୁଁ, ମାଉସୀ ।: [757, 924, 921, 959]
- classified-ad: ଓଡ଼ିଶାରେ ପ୍ରଥମଥର ସହଜ ସର୍ତ୍ତରେ ଋଣ ଉପଲବ୍ଧ. Housing, personal, mortgage, Certificate. Contact: 8093052442. C-61558: [566, 1172, 746, 1234]
- classified-ad: Single bedroom attached kitchen and bathroom near Samantarapur Chhak. Contact: 9439620085. C-50643: [370, 1198, 562, 1246]
- horoscope-title: ଆଜିର ରାଶିଫଳ: [1133, 35, 1491, 96]
- classified-ad: 3/4BR luxurious independent duplex at Jharpada, Raghunathpur (Patia). 9337734684. D-63802: [184, 404, 366, 466]
- automobile-label: AUTOMOBILE: [18, 485, 164, 507]
- classified-logo: [2, 256, 562, 340]
- balloon-icon: [1025, 612, 1051, 644]
- classified-ad: Apartment Sundarpada-1800/ sft. residential plots/simplex/ duplex- Sundarpada, Patrapada, CV Raman, Argul (IIT), Pitapalli, Hanspal, Cuttack (Munduli). 9861037580, 9861971879. C-48584: [184, 658, 366, 762]
- classified-ad: Innova G4 2006- 6,25,000, Ikon (DSL) October 2004 1,85,000. Tata Magic 2010- 1,85,000. 9777111211. C-63827: [2, 616, 180, 678]
- wish-title: ପ୍ରଥମ ଜନ୍ମଦିନ ଶୁଭେଚ୍ଛା: [753, 31, 937, 51]
- obituary: [1128, 1877, 1308, 2066]
- wish-photo: [947, 56, 1019, 148]
- lamp-icon: [1142, 1574, 1194, 1620]
- column-4-ads-a: [566, 30, 746, 298]
- classified-ad: ବାସ୍ତୁଦୋଷ ଜ୍ୟୋତିଷ କାର୍ଯ୍ୟ ଗ୍ରହ ଦୋଷ, ଏହିସବୁ ଜ୍ୟୋତିଷୀ ମନ୍ତ୍ରଶକ୍ତି, ବିଶ୍ୱାସ Gshan Ajimiy ବଶୀକରଣ ଓ ଗ୍ରହଦୋଷ ସମାଧାନ । 07351032275. C-61784: [566, 756, 746, 832]
- wish-card-1: [752, 30, 938, 282]
- wish-photo: [757, 542, 839, 644]
- dateline: ଭୁବନେଶ୍ୱର, ତା ୧୫।୦୬।୧୧ରିଖ, ଶନିବାର: [1217, 3, 1490, 22]
- zodiac-name: ମକର: [1171, 553, 1198, 567]
- classified-ad: Commercial place four floor at Mastercanteen- behind Hotel Swosti each 2500 sqft. Contact: 9439018165. C-46533: [370, 1136, 562, 1198]
- classified-ad: ମନ୍ତ୍ରସିଦ୍ଧ ବଶୀକରଣ, ଦୋଷ ନିବାରଣ, ରୋଗ ଓ କୁଦୃଷ୍ଟି ପାଇଁ ବିଶେଷ ସମାଧାନ । Gurutva Karyalaya. 9338213418, 9238328785. C-63550: [566, 832, 746, 908]
- wish-name: ଶ୍ରେଆସ୍ମିତା ରାଉତ: [794, 906, 896, 921]
- memorial-header: [1128, 1560, 1496, 1630]
- classified-ad: 2BHK flat sale at Gunjan Palace, Rasulgarh. 9437174241. C-63525: [2, 1598, 180, 1646]
- readers-note-title: ପାଠକଙ୍କ ପାଇଁ ସୂଚନା: [798, 1048, 892, 1060]
- column-2-ads-d: [184, 1676, 366, 2062]
- classified-ad: Ford Fiesta ZXI 2007 diesel for sale. Contact: 9437000606. C-63851: [2, 534, 180, 568]
- wish-title: ଜନ୍ମଦିନର ଶୁଭେଚ୍ଛା: [753, 781, 937, 801]
- obituary-text: ଦିବ୍ୟଧାମ: ୧୩/୦୬/୨୦୧୧ । ସ୍ୱାମୀ, ପୁଅ, ବୋହୂ, ଝିଅ ଓ ଜ୍ୱାଇଁ ।: [1316, 1996, 1480, 2024]
- zodiac-forecast: କର୍ମକ୍ଷେତ୍ରରେ ପ୍ରଶଂସା ମିଳିବ । ଆର୍ଥିକ ସ୍ଥିତି ସୁଧୁରିବ । ସନ୍ତାନଙ୍କ ଠାରୁ ଶୁଭ ସମ୍ବାଦ ପାଇବେ । ଧାର୍ମିକ କାର୍ଯ୍ୟରେ ମନ ଲାଗିବ ।: [1171, 320, 1487, 364]
- zodiac-forecast: ଦିନଟି ମିଶ୍ର ଫଳଦାୟକ । କର୍ମକ୍ଷେତ୍ରରେ ଚାପ ରହିବ । ପରିବାର ସହ ସମୟ ବିତାଇବେ । ଖର୍ଚ୍ଚ ଉପରେ ନିୟନ୍ତ୍ରଣ ରଖନ୍ତୁ ।: [1171, 510, 1478, 539]
- column-3-ads-a: [370, 342, 562, 1253]
- classified-ad: Reline Packers & Movers household/ car relocation countrywide. 9338144884, 9338144488. C-42771: [370, 1700, 562, 1762]
- classified-ad: Residential plot 2000 sqft. near Patia Chhak sqft. 1300/-. 9332627676. C-63531: [2, 2086, 180, 2134]
- memorial-section: [1128, 1560, 1496, 2337]
- astrology-label: ASTROLOGY: [581, 602, 731, 627]
- classified-ad: 7BHK duplex, Samant Vihar 60,000/-, 3BHK Surya Nagar, IRC 25,000/- for guest house. Contact: 9337059015. C-63857: [370, 1074, 562, 1136]
- balloon-icon: [845, 371, 871, 403]
- obituary-heading: ଏକାଦଶାହ: [1194, 1877, 1242, 1891]
- wish-address: Tankapani, Bhubaneswar: [975, 423, 1089, 434]
- wish-name: ଉତ୍ତମ ନାୟକ: [808, 653, 882, 668]
- zodiac-name: ମିଥୁନ: [1171, 234, 1198, 248]
- memorial-title: ମନେ ପଡ଼ନ୍ତି: [1208, 1570, 1432, 1619]
- classified-ad: ୧୦୦% ଗ୍ୟାରେଣ୍ଟି ସହିତ ସମସ୍ତ ସମସ୍ୟାର ସମାଧାନ Jalalsekh ଗୁରୁଜୀ, ବଶୀକରଣ, ସନ୍ତାନପ୍ରାପ୍ତି, ମେଳ ଓ ବଣୀକରଣ ପାଇଁ ବିଶ୍ୱାସ । 08958525974. C-61795: [566, 632, 746, 708]
- classified-ad: Puja offer mega plotted Chhatabar NH Pitapalli, Malipada, Sundarpada. 9556098040. D-50655: [2, 2134, 180, 2196]
- column-3-ads-d: [370, 1892, 562, 2036]
- classified-ad: Ready to move 2/3BHK flats on prime location at Niladri Vihar. Contact: 9437884223 (Brokers Excuse). D-60858: [2, 1456, 180, 1534]
- zodiac-forecast: ପ୍ରତିଯୋଗୀଙ୍କ ଉପରେ ବିଜୟ ପାଇବେ । ବ୍ୟବସାୟରେ ଲାଭ ହେବ । ପାରିବାରିକ ସମସ୍ୟା ସମାଧାନ ହେବ । ଧୈର୍ଯ୍ୟ ରଖନ୍ତୁ ।: [1171, 596, 1483, 625]
- zodiac-sign-item: ♉ ବୃଷ: ଶୁଭ ସମ୍ବାଦ ପାଇବେ । ଆତ୍ମୀୟ ସ୍ୱଜନଙ୍କ ସହ ସାକ୍ଷାତ ହେବ । ବ୍ୟୟ ଅଧିକ ହେବ । ନୂଆ କାର୍ଯ୍ୟ ଆରମ୍ଭ ପାଇଁ ସମୟ ଅନୁକୂଳ ।: [1129, 188, 1495, 231]
- wish-card-3: [752, 286, 938, 514]
- zodiac-icon: ♎: [1133, 426, 1165, 458]
- horoscope-author: ଜ୍ୟୋତିର୍ବିଦ୍ୟା ବିଶାରଦ ପ୍ରସନ୍ନ କୁମାର ମହାପାତ୍ର: [1175, 100, 1449, 115]
- classified-ad: Spacious 2/3BHK flats & plots at Manchcswar. 9438822976. C-50887: [184, 466, 366, 500]
- classified-ad: A complete good body massage (Keralian) both ladies, gents. 9776110692. C-50647: [566, 202, 746, 250]
- zodiac-icon: ♉: [1133, 193, 1165, 225]
- obituary-code: ଧ-୬୩୮୨୦: [1270, 2054, 1308, 2064]
- classified-ad: Accommodation for ladies hostel Unit-4, Bhubaneswar. Ph. No: 9938690273, 9938799720. C-63834: [370, 1278, 562, 1326]
- zodiac-name: ମୀନ: [1171, 639, 1191, 653]
- wish-message: ସ୍ୱାତୀ ତୋର ୨ୟ ଜନ୍ମଦିନରେ ଅନେକ ଶୁଭେଚ୍ଛା ଜଣାଉଛନ୍ତି ବାପା, ମାଆ, ଜେଜେ, ଜେଜେମା ଓ ପରିବାର ।: [947, 670, 1111, 705]
- packers-label: PACKERS & MOVERS: [379, 1445, 553, 1462]
- classified-ad: Herbal massage treatment for Arthrities, Spondylities. Seva Healthcare. 9338046535. C-63535: [566, 250, 746, 298]
- obituary-code: ଧ-୬୩୮୦୪: [1329, 1857, 1368, 1867]
- kid-caption: ସୌରଭ ପରିଡ଼ାଙ୍କର: [279, 118, 333, 143]
- classified-ad: Khurda Town ପାଖରେ ପ୍ଲଟ ବିକ୍ରି ହେଉଛି । sqft. rate 100/-. 8908006935. C-63118: [184, 1136, 366, 1186]
- classified-ad: Special puja discount 2/3 BHK apartment near Pokharipur, simplex- Pahal, Patrapada, Plot-CV Raman, Pitapalli, Argul. 9238902929, 8895624439. C-62992: [2, 1378, 180, 1454]
- obituary-heading: ଅଶ୍ରୁଳ ଶ୍ରଦ୍ଧାଞ୍ଜଳି: [1137, 1634, 1239, 1648]
- wish-message: Many many happy returns of the day. Best wishes from: Jeja, Jeja Maa, Aja, Ai, Bapa & Mama, Uncle, Anty, Ayush & Aditya.: [947, 436, 1116, 483]
- wishes-column-b: [942, 30, 1122, 1040]
- horoscope-section: [1128, 30, 1496, 1550]
- obituary-heading: ଏକାଦଶାହ ଉପଲକ୍ଷେ ଅଶ୍ରୁଳ ଶ୍ରଦ୍ଧାଞ୍ଜଳି: [1257, 1634, 1359, 1662]
- real-estate-label: REAL ESTATE: [24, 823, 158, 843]
- obituary-photo: [1182, 1891, 1254, 1993]
- classified-ad: 1BHK available for commercial purpose at Jaydev Vihar. Rent- 7000/-. 9337247363. C-63141: [370, 514, 562, 562]
- promo-text: Your CLASSIFIED ADVERTISEMENT published in DHARITRI will be listed FREE in Dharitri Online Edition:: [955, 1989, 1109, 2077]
- obituary-heading: ପ୍ରଥମ ଶ୍ରାଦ୍ଧବାର୍ଷିକୀ: [1375, 1634, 1481, 1648]
- balloon-icon: [1055, 368, 1081, 400]
- obituary-photo: [1152, 1648, 1224, 1740]
- classified-ad: Outright/ Instalmentରେ Janla BDA residential zone 2000 sqft. 5,00,000/-. 9439006524. C-62171: [2, 918, 180, 966]
- column-3-ads-c: [370, 1466, 562, 1762]
- classified-ad: 2BHK apartment near Pokharipur and converted plot sale Balianta, CV Raman and Sundarpada. 9439542019. C-63596: [2, 1646, 180, 1708]
- classified-column-4: [566, 30, 747, 2337]
- obituary-code: ଧ-୬୩୮୩୫: [1448, 2026, 1488, 2036]
- classified-ad: Best part time business for all new in Orissa. 8093256103.: [566, 448, 746, 482]
- zodiac-icon: ♊: [1133, 236, 1165, 268]
- classified-ad: New 3BR, dining, drawing, puja, 3 toilets, 3 balcony, garage 1750 sft. 1st floor at K.7.146 Kalinga Nagar near Vipul Garden. 9861268852, 9437314980. C-63814: [370, 998, 562, 1074]
- zodiac-icon: ♌: [1133, 322, 1165, 354]
- classified-column-3: [370, 342, 563, 2337]
- facts-title: କିଛି ତଥ୍ୟ: [942, 764, 1122, 791]
- obituary-name: ସ୍ୱର୍ଗତ ସୁଧାକର ଯୋଗାଣିଆ: [1153, 1996, 1283, 2010]
- obituary: [1248, 1634, 1368, 1869]
- classified-ad: House toilet in Bhubaneswar. Contact: Sai Subham Consultancy. Ph: 8984003797, 9658277645. C-63805: [370, 418, 562, 466]
- zodiac-name: କର୍କଟ: [1171, 277, 1198, 291]
- wish-code: ଧ-୬୩୮୩୦: [1076, 708, 1117, 718]
- wish-photo: [947, 310, 1019, 400]
- classified-logo-text: CLASSIFIED: [16, 260, 481, 336]
- horoscope-place: ମଙ୍ଗଳାପ୍ରସାଦ ଶାସନ, କାଉଆ, ଗଞ୍ଜାମ: [1129, 116, 1495, 136]
- loan-banner: [566, 1032, 746, 1172]
- accommodation-heading: ACCOMMODATION: [370, 1249, 562, 1275]
- wish-name: ରାଜଲକ୍ଷ୍ମୀ ବେହେରା (ନିକି): [781, 156, 909, 171]
- news-section: [752, 984, 1122, 1704]
- obituary-text: ଜନ୍ମ: ୦୧/୦୭/୧୯୪୦, ସ୍ୱର୍ଗାରୋହଣ: ୧୫/୦୬/୨୦୧୦ । ତୁମ ସ୍ମୃତି ଆମ ହୃଦୟରେ ଅମ୍ଳାନ ରହିବ । ଶୋକସନ୍ତପ୍ତ ପରିବାର ।: [1128, 1771, 1248, 1855]
- obituary-name: ସ୍ୱର୍ଗତ ବ୍ରଜକିଶୋର ଚୌଧୁରୀ: [1138, 1743, 1238, 1771]
- classified-ad: Shivam logistics Packers & Movers. Household/car relocation countrywide. 9338461133, 06743267033, 9777044177. C-63832: [370, 1528, 562, 1590]
- classified-ad: Construct your dream home @ 999/- per sqft. through the Engineering Call: 9338034022, 9438856856. C-63230: [184, 1464, 366, 1526]
- wish-code: ଧ-୬୩୮୩୭: [893, 224, 933, 234]
